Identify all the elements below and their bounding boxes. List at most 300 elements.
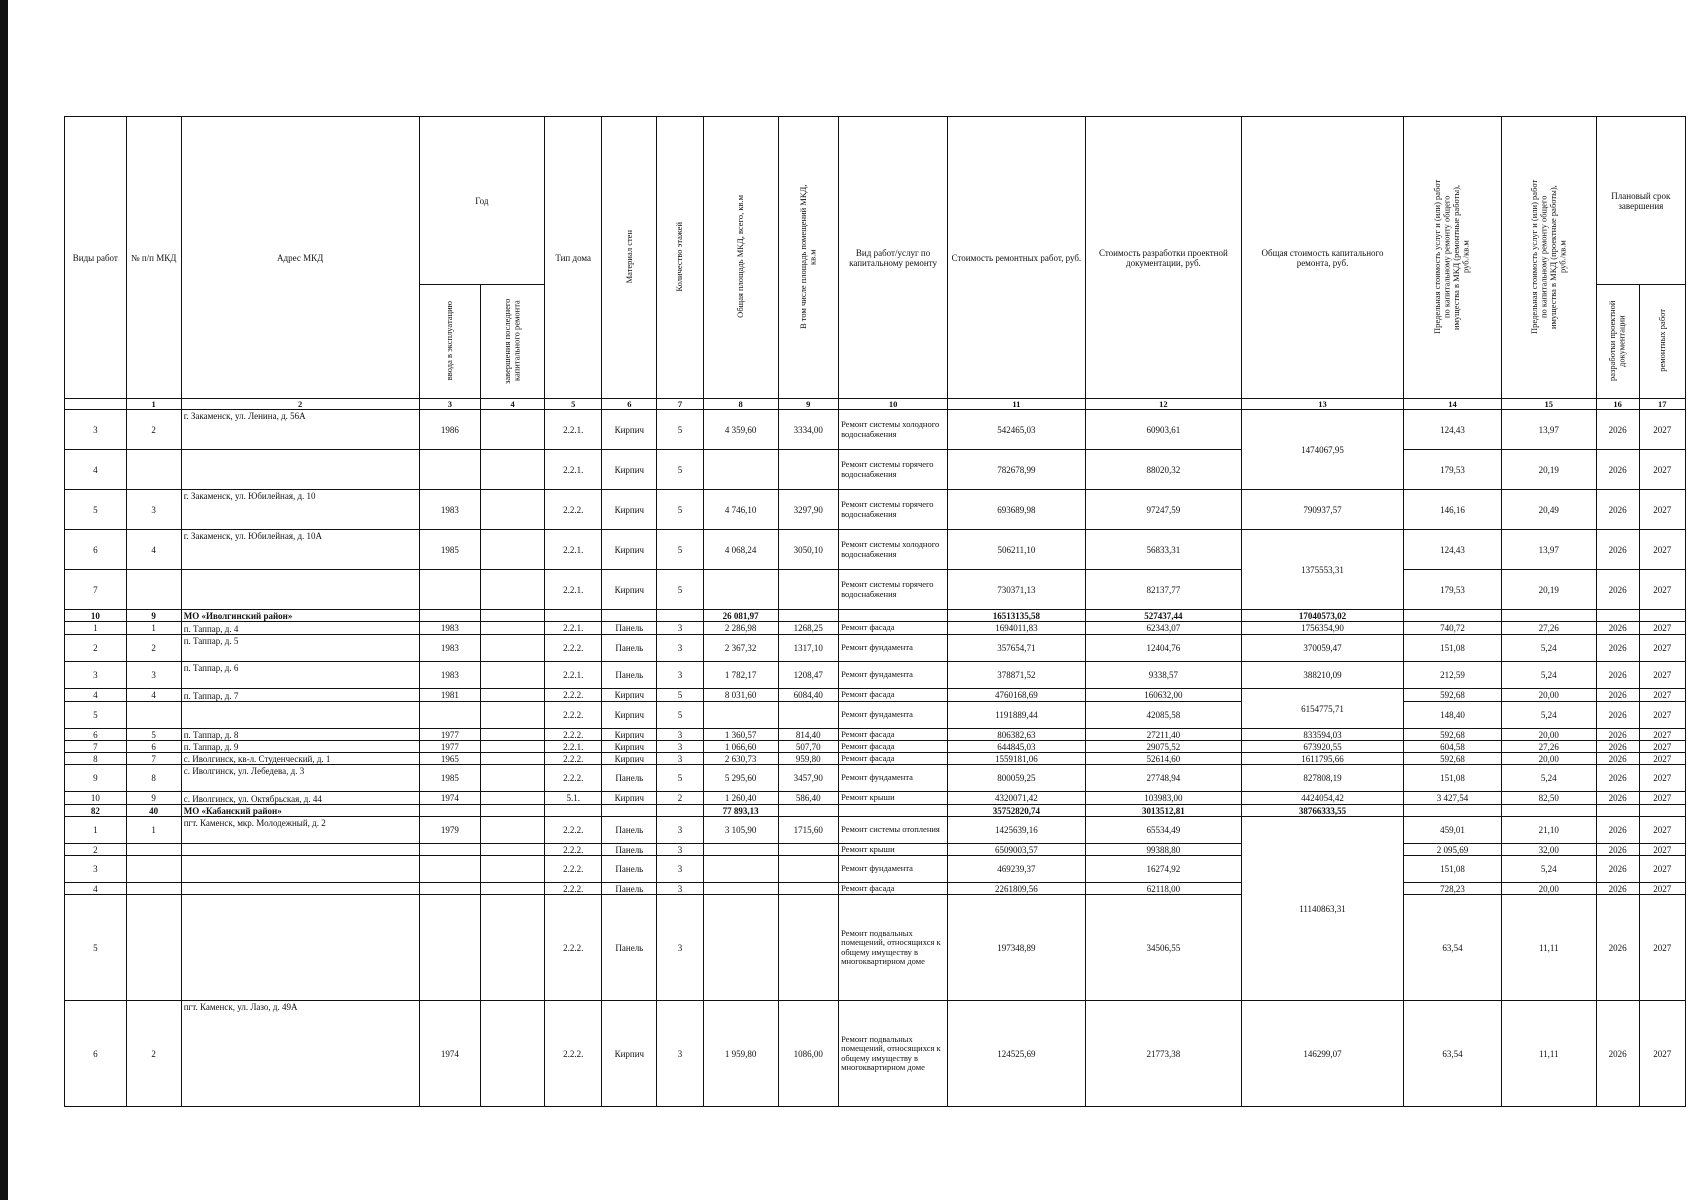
cell-pred-proekt: 20,00 — [1501, 689, 1596, 702]
cell-address: с. Иволгинск, ул. Лебедева, д. 3 — [181, 765, 419, 792]
table-row — [65, 622, 1686, 635]
cell-srok-proekt: 2026 — [1596, 622, 1639, 635]
cell-floors — [657, 805, 703, 817]
cell-year-kap — [481, 753, 545, 765]
cell-pred-rem: 63,54 — [1403, 1001, 1501, 1107]
cell-type: 2.2.2. — [545, 702, 602, 729]
header-adres: Адрес МКД — [181, 117, 419, 399]
cell-type — [545, 805, 602, 817]
header-material: Материал стен — [602, 117, 657, 399]
cell-year-kap — [481, 450, 545, 490]
cell-floors: 3 — [657, 635, 703, 662]
cell-nn: 1 — [126, 622, 181, 635]
cell-material: Панель — [602, 844, 657, 856]
cell-year: 1986 — [419, 410, 481, 450]
cell-type: 2.2.2. — [545, 895, 602, 1001]
cell-type: 2.2.1. — [545, 530, 602, 570]
col-number: 10 — [839, 399, 948, 410]
cell-area: 3 105,90 — [703, 817, 778, 844]
table-row — [65, 635, 1686, 662]
cell-cost-rem: 782678,99 — [948, 450, 1086, 490]
cell-year-kap — [481, 844, 545, 856]
cell-cost-rem: 800059,25 — [948, 765, 1086, 792]
header-tip-doma: Тип дома — [545, 117, 602, 399]
cell-nn — [126, 856, 181, 883]
table-row — [65, 844, 1686, 856]
cell-floors: 3 — [657, 817, 703, 844]
cell-pred-rem: 179,53 — [1403, 450, 1501, 490]
cell-material: Панель — [602, 883, 657, 895]
cell-pred-proekt: 32,00 — [1501, 844, 1596, 856]
cell-address — [181, 570, 419, 610]
cell-vid: 6 — [65, 530, 127, 570]
cell-area: 1 260,40 — [703, 792, 778, 805]
cell-material: Кирпич — [602, 753, 657, 765]
cell-pred-proekt: 11,11 — [1501, 895, 1596, 1001]
table-row — [65, 753, 1686, 765]
cell-year-kap — [481, 895, 545, 1001]
cell-vid: 4 — [65, 450, 127, 490]
cell-srok-proekt: 2026 — [1596, 792, 1639, 805]
cell-pred-proekt: 20,00 — [1501, 729, 1596, 741]
cell-address: г. Закаменск, ул. Юбилейная, д. 10А — [181, 530, 419, 570]
cell-pred-proekt: 27,26 — [1501, 622, 1596, 635]
col-number: 14 — [1403, 399, 1501, 410]
header-srok-proekt: разработки проектной документации — [1596, 285, 1639, 399]
cell-floors: 3 — [657, 662, 703, 689]
cell-cost-rem: 806382,63 — [948, 729, 1086, 741]
cell-pred-proekt: 20,19 — [1501, 570, 1596, 610]
cell-pred-rem: 459,01 — [1403, 817, 1501, 844]
cell-cost-rem: 35752820,74 — [948, 805, 1086, 817]
cell-year — [419, 844, 481, 856]
cell-floors: 3 — [657, 741, 703, 753]
cell-year-kap — [481, 702, 545, 729]
cell-area-pom: 1268,25 — [778, 622, 839, 635]
cell-floors: 5 — [657, 689, 703, 702]
col-number: 9 — [778, 399, 839, 410]
cell-pred-rem: 592,68 — [1403, 689, 1501, 702]
cell-floors: 3 — [657, 895, 703, 1001]
cell-srok-proekt: 2026 — [1596, 635, 1639, 662]
cell-nn: 40 — [126, 805, 181, 817]
cell-address: п. Таппар, д. 9 — [181, 741, 419, 753]
cell-pred-proekt: 11,11 — [1501, 1001, 1596, 1107]
cell-area-pom: 6084,40 — [778, 689, 839, 702]
header-srok-rem: ремонтных работ — [1639, 285, 1685, 399]
cell-cost-proekt: 160632,00 — [1085, 689, 1241, 702]
cell-work-type: Ремонт системы горячего водоснабжения — [839, 570, 948, 610]
cell-pred-rem: 146,16 — [1403, 490, 1501, 530]
cell-pred-proekt — [1501, 805, 1596, 817]
cell-srok-rem: 2027 — [1639, 1001, 1685, 1107]
cell-srok-rem: 2027 — [1639, 895, 1685, 1001]
cell-area — [703, 856, 778, 883]
table-row — [65, 741, 1686, 753]
cell-year: 1974 — [419, 792, 481, 805]
cell-srok-rem: 2027 — [1639, 741, 1685, 753]
cell-cost-total: 388210,09 — [1242, 662, 1404, 689]
table-row — [65, 883, 1686, 895]
cell-floors: 5 — [657, 410, 703, 450]
cell-address: п. Таппар, д. 7 — [181, 689, 419, 702]
cell-area-pom: 3050,10 — [778, 530, 839, 570]
cell-work-type: Ремонт подвальных помещений, относящихся к общему имуществу в многоквартирном доме — [839, 895, 948, 1001]
cell-vid: 10 — [65, 792, 127, 805]
cell-area — [703, 895, 778, 1001]
cell-area-pom — [778, 856, 839, 883]
cell-work-type: Ремонт фасада — [839, 741, 948, 753]
cell-year-kap — [481, 1001, 545, 1107]
cell-pred-rem: 148,40 — [1403, 702, 1501, 729]
cell-type: 2.2.2. — [545, 753, 602, 765]
cell-pred-rem — [1403, 610, 1501, 622]
cell-type: 2.2.2. — [545, 689, 602, 702]
cell-year-kap — [481, 490, 545, 530]
header-vid-uslug: Вид работ/услуг по капитальному ремонту — [839, 117, 948, 399]
cell-pred-proekt: 5,24 — [1501, 702, 1596, 729]
cell-material: Панель — [602, 662, 657, 689]
cell-type: 2.2.2. — [545, 635, 602, 662]
cell-year-kap — [481, 765, 545, 792]
cell-year-kap — [481, 635, 545, 662]
cell-address — [181, 844, 419, 856]
cell-material: Кирпич — [602, 792, 657, 805]
cell-cost-total: 11140863,31 — [1242, 817, 1404, 1001]
cell-area-pom: 586,40 — [778, 792, 839, 805]
cell-nn: 1 — [126, 817, 181, 844]
cell-year-kap — [481, 883, 545, 895]
cell-nn: 8 — [126, 765, 181, 792]
cell-cost-total: 1375553,31 — [1242, 530, 1404, 610]
cell-vid: 1 — [65, 817, 127, 844]
cell-address: п. Таппар, д. 6 — [181, 662, 419, 689]
col-number: 6 — [602, 399, 657, 410]
cell-cost-proekt: 56833,31 — [1085, 530, 1241, 570]
cell-address — [181, 895, 419, 1001]
cell-work-type: Ремонт фасада — [839, 689, 948, 702]
cell-srok-proekt: 2026 — [1596, 753, 1639, 765]
cell-cost-proekt: 52614,60 — [1085, 753, 1241, 765]
table-row-summary — [65, 805, 1686, 817]
cell-year-kap — [481, 662, 545, 689]
cell-material: Кирпич — [602, 410, 657, 450]
cell-type: 2.2.2. — [545, 765, 602, 792]
cell-type: 2.2.2. — [545, 1001, 602, 1107]
cell-floors: 3 — [657, 856, 703, 883]
cell-vid: 8 — [65, 753, 127, 765]
cell-area-pom: 3334,00 — [778, 410, 839, 450]
cell-pred-proekt: 5,24 — [1501, 856, 1596, 883]
cell-area-pom — [778, 895, 839, 1001]
cell-pred-rem: 63,54 — [1403, 895, 1501, 1001]
cell-area: 77 893,13 — [703, 805, 778, 817]
cell-area-pom — [778, 805, 839, 817]
cell-pred-rem: 124,43 — [1403, 410, 1501, 450]
cell-srok-proekt: 2026 — [1596, 844, 1639, 856]
cell-pred-proekt: 5,24 — [1501, 662, 1596, 689]
cell-address — [181, 702, 419, 729]
cell-area-pom — [778, 570, 839, 610]
cell-cost-proekt: 42085,58 — [1085, 702, 1241, 729]
cell-nn: 3 — [126, 662, 181, 689]
cell-year-kap — [481, 530, 545, 570]
cell-vid: 5 — [65, 895, 127, 1001]
cell-srok-rem: 2027 — [1639, 530, 1685, 570]
cell-pred-rem: 3 427,54 — [1403, 792, 1501, 805]
cell-pred-proekt: 20,49 — [1501, 490, 1596, 530]
cell-pred-proekt: 20,00 — [1501, 883, 1596, 895]
table-row — [65, 702, 1686, 729]
cell-year-kap — [481, 410, 545, 450]
cell-nn — [126, 450, 181, 490]
cell-nn — [126, 570, 181, 610]
header-god-vvoda: ввода в эксплуатацию — [419, 285, 481, 399]
col-number: 12 — [1085, 399, 1241, 410]
cell-address: МО «Иволгинский район» — [181, 610, 419, 622]
cell-material: Кирпич — [602, 1001, 657, 1107]
cell-srok-rem: 2027 — [1639, 635, 1685, 662]
cell-cost-proekt: 27211,40 — [1085, 729, 1241, 741]
cell-cost-rem: 357654,71 — [948, 635, 1086, 662]
cell-srok-proekt: 2026 — [1596, 883, 1639, 895]
cell-srok-proekt: 2026 — [1596, 450, 1639, 490]
cell-vid: 2 — [65, 635, 127, 662]
cell-srok-proekt: 2026 — [1596, 490, 1639, 530]
cell-cost-proekt: 82137,77 — [1085, 570, 1241, 610]
cell-vid: 82 — [65, 805, 127, 817]
cell-material: Панель — [602, 635, 657, 662]
cell-srok-proekt: 2026 — [1596, 702, 1639, 729]
cell-year-kap — [481, 689, 545, 702]
cell-work-type: Ремонт крыши — [839, 844, 948, 856]
cell-year: 1965 — [419, 753, 481, 765]
cell-address: с. Иволгинск, кв-л. Студенческий, д. 1 — [181, 753, 419, 765]
cell-type: 2.2.1. — [545, 570, 602, 610]
cell-area-pom: 507,70 — [778, 741, 839, 753]
cell-vid: 5 — [65, 702, 127, 729]
cell-area-pom: 814,40 — [778, 729, 839, 741]
cell-cost-proekt: 9338,57 — [1085, 662, 1241, 689]
cell-cost-proekt: 103983,00 — [1085, 792, 1241, 805]
cell-srok-rem — [1639, 805, 1685, 817]
col-number: 17 — [1639, 399, 1685, 410]
cell-vid: 6 — [65, 729, 127, 741]
cell-pred-proekt: 13,97 — [1501, 410, 1596, 450]
cell-year — [419, 702, 481, 729]
cell-work-type: Ремонт системы холодного водоснабжения — [839, 410, 948, 450]
cell-srok-proekt: 2026 — [1596, 530, 1639, 570]
cell-address: г. Закаменск, ул. Юбилейная, д. 10 — [181, 490, 419, 530]
cell-year-kap — [481, 610, 545, 622]
cell-cost-rem: 644845,03 — [948, 741, 1086, 753]
cell-srok-proekt — [1596, 610, 1639, 622]
cell-work-type: Ремонт подвальных помещений, относящихся к общему имуществу в многоквартирном доме — [839, 1001, 948, 1107]
cell-cost-total: 38766333,55 — [1242, 805, 1404, 817]
cell-pred-rem: 592,68 — [1403, 753, 1501, 765]
cell-area-pom: 3297,90 — [778, 490, 839, 530]
cell-type: 2.2.2. — [545, 883, 602, 895]
header-pred-proekt: Предельная стоимость услуг и (или) работ по капитальному ремонту общего имущества в МКД (проектные работы), руб./кв.м — [1501, 117, 1596, 399]
cell-srok-proekt: 2026 — [1596, 570, 1639, 610]
cell-vid: 5 — [65, 490, 127, 530]
cell-material: Кирпич — [602, 729, 657, 741]
cell-pred-proekt — [1501, 610, 1596, 622]
cell-area — [703, 570, 778, 610]
cell-work-type: Ремонт фасада — [839, 883, 948, 895]
cell-type: 2.2.1. — [545, 410, 602, 450]
cell-srok-proekt: 2026 — [1596, 689, 1639, 702]
cell-address: с. Иволгинск, ул. Октябрьская, д. 44 — [181, 792, 419, 805]
cell-area-pom: 1086,00 — [778, 1001, 839, 1107]
cell-cost-proekt: 99388,80 — [1085, 844, 1241, 856]
cell-year — [419, 805, 481, 817]
cell-srok-rem: 2027 — [1639, 856, 1685, 883]
cell-vid: 2 — [65, 844, 127, 856]
cell-cost-total: 790937,57 — [1242, 490, 1404, 530]
cell-material: Панель — [602, 622, 657, 635]
cell-area: 4 068,24 — [703, 530, 778, 570]
cell-pred-rem: 151,08 — [1403, 635, 1501, 662]
cell-cost-rem: 6509003,57 — [948, 844, 1086, 856]
cell-srok-rem: 2027 — [1639, 410, 1685, 450]
cell-srok-proekt: 2026 — [1596, 662, 1639, 689]
cell-srok-proekt: 2026 — [1596, 741, 1639, 753]
table-row — [65, 410, 1686, 450]
cell-area: 8 031,60 — [703, 689, 778, 702]
cell-floors: 3 — [657, 1001, 703, 1107]
cell-cost-rem: 730371,13 — [948, 570, 1086, 610]
cell-nn: 4 — [126, 530, 181, 570]
cell-srok-proekt: 2026 — [1596, 410, 1639, 450]
cell-area: 1 782,17 — [703, 662, 778, 689]
cell-work-type: Ремонт фундамента — [839, 635, 948, 662]
cell-address — [181, 883, 419, 895]
cell-cost-rem: 1191889,44 — [948, 702, 1086, 729]
cell-year: 1983 — [419, 622, 481, 635]
cell-area-pom — [778, 450, 839, 490]
column-number-row — [65, 399, 1686, 410]
table-row — [65, 689, 1686, 702]
cell-pred-rem: 212,59 — [1403, 662, 1501, 689]
header-srok: Плановый срок завершения — [1596, 117, 1685, 285]
table-row — [65, 895, 1686, 1001]
cell-cost-proekt: 34506,55 — [1085, 895, 1241, 1001]
cell-vid: 3 — [65, 410, 127, 450]
header-god: Год — [419, 117, 545, 285]
cell-pred-proekt: 20,00 — [1501, 753, 1596, 765]
cell-srok-rem: 2027 — [1639, 689, 1685, 702]
col-number: 7 — [657, 399, 703, 410]
cell-type: 2.2.2. — [545, 844, 602, 856]
cell-pred-rem: 740,72 — [1403, 622, 1501, 635]
cell-pred-rem: 604,58 — [1403, 741, 1501, 753]
cell-nn: 2 — [126, 410, 181, 450]
cell-year-kap — [481, 741, 545, 753]
cell-floors: 5 — [657, 530, 703, 570]
cell-type: 2.2.2. — [545, 856, 602, 883]
cell-cost-rem: 542465,03 — [948, 410, 1086, 450]
cell-pred-rem: 151,08 — [1403, 765, 1501, 792]
cell-year — [419, 895, 481, 1001]
cell-year: 1983 — [419, 662, 481, 689]
cell-cost-proekt: 3013512,81 — [1085, 805, 1241, 817]
table-row — [65, 662, 1686, 689]
cell-type: 2.2.2. — [545, 729, 602, 741]
cell-nn: 2 — [126, 635, 181, 662]
cell-area-pom: 959,80 — [778, 753, 839, 765]
cell-srok-rem: 2027 — [1639, 844, 1685, 856]
cell-type: 5.1. — [545, 792, 602, 805]
cell-cost-total: 370059,47 — [1242, 635, 1404, 662]
cell-area: 1 360,57 — [703, 729, 778, 741]
header-stoim-proekt: Стоимость разработки проектной документации, руб. — [1085, 117, 1241, 399]
cell-pred-rem: 728,23 — [1403, 883, 1501, 895]
header-nn-mkd: № п/п МКД — [126, 117, 181, 399]
table-row-summary — [65, 610, 1686, 622]
cell-srok-rem: 2027 — [1639, 792, 1685, 805]
cell-work-type: Ремонт фундамента — [839, 662, 948, 689]
cell-cost-rem: 124525,69 — [948, 1001, 1086, 1107]
header-stoim-obsh: Общая стоимость капитального ремонта, руб. — [1242, 117, 1404, 399]
cell-year-kap — [481, 805, 545, 817]
cell-vid: 7 — [65, 570, 127, 610]
cell-area-pom — [778, 844, 839, 856]
cell-work-type: Ремонт фундамента — [839, 856, 948, 883]
col-number: 13 — [1242, 399, 1404, 410]
cell-cost-total: 1611795,66 — [1242, 753, 1404, 765]
cell-srok-proekt: 2026 — [1596, 895, 1639, 1001]
cell-area — [703, 883, 778, 895]
cell-srok-rem: 2027 — [1639, 817, 1685, 844]
cell-area — [703, 844, 778, 856]
col-number: 15 — [1501, 399, 1596, 410]
cell-srok-proekt: 2026 — [1596, 765, 1639, 792]
cell-nn — [126, 895, 181, 1001]
cell-nn: 9 — [126, 792, 181, 805]
cell-work-type — [839, 805, 948, 817]
header-vid-rabot: Виды работ — [65, 117, 127, 399]
cell-area-pom — [778, 702, 839, 729]
col-number: 3 — [419, 399, 481, 410]
cell-year: 1974 — [419, 1001, 481, 1107]
cell-vid: 9 — [65, 765, 127, 792]
cell-cost-proekt: 16274,92 — [1085, 856, 1241, 883]
cell-material: Панель — [602, 817, 657, 844]
cell-srok-rem: 2027 — [1639, 490, 1685, 530]
table-row — [65, 817, 1686, 844]
cell-material: Кирпич — [602, 741, 657, 753]
cell-address: п. Таппар, д. 4 — [181, 622, 419, 635]
cell-pred-rem: 179,53 — [1403, 570, 1501, 610]
cell-area: 5 295,60 — [703, 765, 778, 792]
col-number — [65, 399, 127, 410]
cell-nn: 6 — [126, 741, 181, 753]
cell-floors: 5 — [657, 490, 703, 530]
cell-nn: 9 — [126, 610, 181, 622]
cell-cost-total: 4424054,42 — [1242, 792, 1404, 805]
cell-work-type: Ремонт фасада — [839, 753, 948, 765]
cell-cost-rem: 1559181,06 — [948, 753, 1086, 765]
table-row — [65, 570, 1686, 610]
cell-srok-proekt: 2026 — [1596, 817, 1639, 844]
cell-cost-rem: 197348,89 — [948, 895, 1086, 1001]
cell-floors: 5 — [657, 570, 703, 610]
cell-nn: 4 — [126, 689, 181, 702]
cell-nn: 2 — [126, 1001, 181, 1107]
cell-area: 2 286,98 — [703, 622, 778, 635]
cell-vid: 1 — [65, 622, 127, 635]
